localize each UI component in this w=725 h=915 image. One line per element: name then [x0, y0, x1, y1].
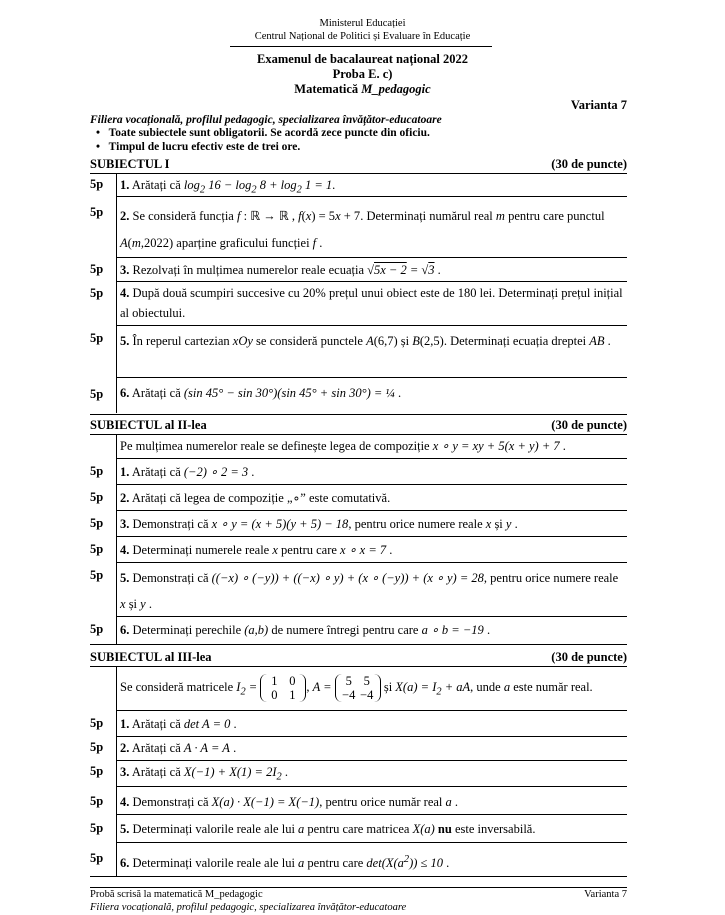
points: 5p: [90, 794, 104, 808]
rule: [116, 434, 117, 644]
q3-5: 5. Determinați valorile reale ale lui a pentru care matricea X(a) nu este inversabilă.: [120, 822, 536, 836]
filiera: Filiera vocațională, profilul pedagogic, specializarea învățător-educatoare: [90, 114, 442, 126]
q1-3: 3. Rezolvați în mulțimea numerelor reale ecuația √5x − 2 = √3 .: [120, 263, 441, 277]
points: 5p: [90, 716, 104, 730]
q2-4: 4. Determinați numerele reale x pentru care x ∘ x = 7 .: [120, 543, 393, 557]
rule: [116, 562, 627, 563]
rule: [116, 786, 627, 787]
ministry: Ministerul Educației: [319, 18, 406, 29]
q1-5: 5. În reperul cartezian xOy se consideră punctele A(6,7) și B(2,5). Determinați ecuația dreptei AB .: [120, 334, 611, 348]
rule: [90, 173, 627, 174]
q1-1: 1. Arătați că $\log_2 16 - \log_2 8 + \log_2 1 = 1$.: [120, 178, 336, 196]
bullet-1: • Toate subiectele sunt obligatorii. Se acordă zece puncte din oficiu.: [96, 127, 430, 139]
rule: [90, 876, 627, 877]
rule: [116, 510, 627, 511]
points: 5p: [90, 740, 104, 754]
variant: Varianta 7: [570, 98, 627, 112]
subject: Matematică M_pedagogic: [294, 82, 431, 96]
q3-1: 1. Arătați că det A = 0 .: [120, 717, 237, 731]
bullet-2: • Timpul de lucru efectiv este de trei ore.: [96, 141, 301, 153]
rule: [116, 760, 627, 761]
points: 5p: [90, 262, 104, 276]
q2-6: 6. Determinați perechile (a,b) de numere întregi pentru care a ∘ b = −19 .: [120, 623, 491, 637]
proba: Proba E. c): [332, 67, 393, 81]
footer-left: Probă scrisă la matematică M_pedagogic: [90, 889, 263, 900]
points: 5p: [90, 622, 104, 636]
center: Centrul Național de Politici și Evaluare în Educație: [254, 31, 471, 42]
footer-rule: [90, 887, 627, 888]
rule: [116, 842, 627, 843]
rule: [116, 325, 627, 326]
q3-2: 2. Arătați că A · A = A .: [120, 741, 237, 755]
rule: [116, 281, 627, 282]
rule: [90, 434, 627, 435]
rule: [116, 257, 627, 258]
rule: [116, 616, 627, 617]
section-2-heading: SUBIECTUL al II-lea (30 de puncte): [90, 418, 627, 432]
q3-3: 3. Arătați că $X(-1) + X(1) = 2I_2$ .: [120, 765, 288, 783]
points: 5p: [90, 516, 104, 530]
q1-4: 4. După două scumpiri succesive cu 20% prețul unui obiect este de 180 lei. Determinați prețul inițial al obiectului.: [120, 286, 623, 320]
q1-6: 6. Arătați că (sin 45° − sin 30°)(sin 45° + sin 30°) = ¼ .: [120, 386, 402, 400]
exam-title: Examenul de bacalaureat național 2022: [257, 52, 468, 66]
rule: [116, 484, 627, 485]
footer-filiera: Filiera vocațională, profilul pedagogic, specializarea învățător-educatoare: [90, 902, 407, 913]
rule: [90, 666, 627, 667]
points: 5p: [90, 387, 104, 401]
rule: [116, 458, 627, 459]
section-3-intro: Se consideră matricele $I_2 = 1$ 0 0 1, A = 5 5 −4 −4 și $X(a) = I_2$ + aA, unde a este număr real.: [120, 674, 593, 703]
points: 5p: [90, 821, 104, 835]
points: 5p: [90, 177, 104, 191]
section-1-heading: SUBIECTUL I (30 de puncte): [90, 157, 627, 171]
q3-4: 4. Demonstrați că X(a) · X(−1) = X(−1), pentru orice număr real a .: [120, 795, 459, 809]
points: 5p: [90, 542, 104, 556]
points: 5p: [90, 286, 104, 300]
points: 5p: [90, 568, 104, 582]
q3-6: 6. Determinați valorile reale ale lui a pentru care $\det(X(a^2)) \le 10$ .: [120, 854, 450, 871]
rule: [116, 536, 627, 537]
q1-2: 2. Se consideră funcția f : ℝ → ℝ , f(x) = 5x + 7. Determinați numărul real m pentru care punctul A(m,2022) aparține graficului funcției f .: [120, 209, 605, 250]
rule: [90, 644, 627, 645]
points: 5p: [90, 205, 104, 219]
points: 5p: [90, 764, 104, 778]
q2-3: 3. Demonstrați că x ∘ y = (x + 5)(y + 5) − 18, pentru orice numere reale x și y .: [120, 517, 518, 531]
rule: [116, 814, 627, 815]
points: 5p: [90, 331, 104, 345]
q2-1: 1. Arătați că (−2) ∘ 2 = 3 .: [120, 465, 255, 479]
points: 5p: [90, 490, 104, 504]
rule: [116, 710, 627, 711]
section-2-intro: Pe mulțimea numerelor reale se definește legea de compoziție x ∘ y = xy + 5(x + y) + 7 .: [120, 439, 566, 453]
points: 5p: [90, 464, 104, 478]
rule: [116, 736, 627, 737]
points: 5p: [90, 851, 104, 865]
footer-right: Varianta 7: [584, 889, 627, 900]
rule: [116, 666, 117, 876]
header-rule: [230, 46, 492, 47]
q2-5: 5. Demonstrați că ((−x) ∘ (−y)) + ((−x) ∘ y) + (x ∘ (−y)) + (x ∘ y) = 28, pentru orice numere reale x și y .: [120, 571, 619, 611]
rule: [116, 196, 627, 197]
section-3-heading: SUBIECTUL al III-lea (30 de puncte): [90, 650, 627, 664]
q2-2: 2. Arătați că legea de compoziție „∘” este comutativă.: [120, 491, 391, 505]
rule: [90, 414, 627, 415]
